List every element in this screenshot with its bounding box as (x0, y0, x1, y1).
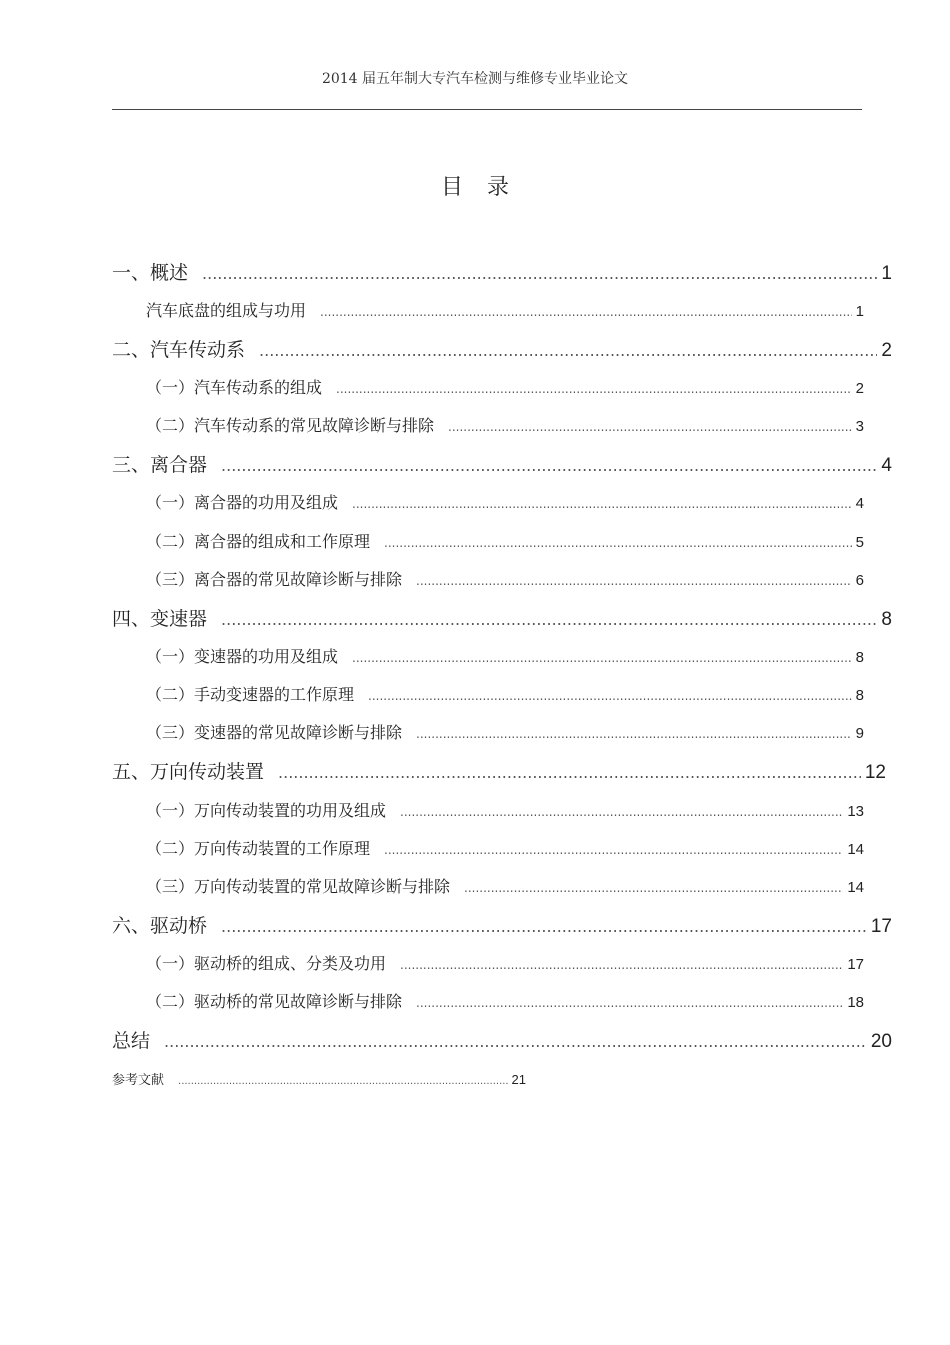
toc-entry-page: 4 (855, 495, 864, 512)
toc-entry-page: 8 (855, 687, 864, 704)
toc-entry-page: 14 (847, 841, 864, 858)
toc-entry-label: 三、离合器 (112, 454, 208, 476)
toc-leader-dots (400, 958, 843, 972)
toc-leader-dots (352, 651, 852, 665)
toc-leader-dots (336, 382, 852, 396)
running-header: 2014 届五年制大专汽车检测与维修专业毕业论文 (321, 71, 629, 87)
toc-leader-dots (416, 996, 843, 1010)
toc-entry-label: （二）汽车传动系的常见故障诊断与排除 (146, 416, 435, 435)
toc-entry-page: 1 (881, 263, 892, 284)
toc-leader-dots (352, 497, 852, 511)
toc-entry-section[interactable] (146, 567, 864, 589)
toc-entry-page: 14 (847, 879, 864, 896)
toc-leader-dots (259, 341, 877, 360)
toc-entry-page: 3 (855, 418, 864, 435)
toc-entry-section[interactable] (146, 375, 864, 397)
toc-entry-chapter-6[interactable] (112, 911, 892, 937)
toc-entry-section[interactable] (146, 836, 864, 858)
toc-entry-section[interactable] (146, 529, 864, 551)
toc-entry-label: （一）驱动桥的组成、分类及功用 (146, 954, 387, 973)
toc-entry-label: （一）离合器的功用及组成 (146, 493, 339, 512)
toc-entry-page: 13 (847, 803, 864, 820)
toc-entry-label: （一）汽车传动系的组成 (146, 378, 323, 397)
toc-entry-chapter-2[interactable] (112, 335, 892, 361)
toc-entry-chapter-5[interactable] (112, 757, 886, 783)
toc-leader-dots (448, 420, 852, 434)
toc-entry-label: 参考文献 (112, 1073, 165, 1088)
toc-leader-dots (384, 843, 843, 857)
toc-entry-page: 1 (855, 303, 864, 320)
toc-entry-label: 五、万向传动装置 (112, 761, 265, 783)
toc-entry-page: 8 (881, 609, 892, 630)
toc-entry-label: （一）万向传动装置的功用及组成 (146, 801, 387, 820)
toc-entry-label: 四、变速器 (112, 608, 208, 630)
toc-entry-section[interactable] (146, 644, 864, 666)
toc-entry-page: 20 (870, 1031, 892, 1052)
toc-entry-page: 6 (855, 572, 864, 589)
toc-entry-references[interactable] (112, 1069, 526, 1087)
toc-leader-dots (416, 574, 852, 588)
toc-leader-dots (400, 805, 843, 819)
toc-entry-chapter-4[interactable] (112, 604, 892, 630)
toc-entry-label: （三）变速器的常见故障诊断与排除 (146, 723, 403, 742)
toc-entry-label: 汽车底盘的组成与功用 (146, 301, 307, 320)
toc-leader-dots (416, 727, 852, 741)
toc-entry-page: 9 (855, 725, 864, 742)
toc-leader-dots (221, 456, 877, 475)
toc-entry-chapter-3[interactable] (112, 450, 892, 476)
toc-entry-label: （二）离合器的组成和工作原理 (146, 532, 371, 551)
toc-entry-section[interactable] (146, 490, 864, 512)
toc-entry-label: 总结 (112, 1030, 151, 1052)
toc-entry-section[interactable] (146, 720, 864, 742)
toc-entry-page: 2 (881, 340, 892, 361)
toc-entry-label: 一、概述 (112, 262, 189, 284)
toc-entry-label: 二、汽车传动系 (112, 339, 246, 361)
toc-entry-page: 8 (855, 649, 864, 666)
toc-entry-label: （二）万向传动装置的工作原理 (146, 839, 371, 858)
toc-entry-section[interactable] (146, 298, 864, 320)
toc-entry-section[interactable] (146, 874, 864, 896)
toc-entry-section[interactable] (146, 989, 864, 1011)
toc-entry-page: 2 (855, 380, 864, 397)
toc-entry-page: 4 (881, 455, 892, 476)
toc-leader-dots (464, 881, 843, 895)
toc-entry-page: 18 (847, 994, 864, 1011)
toc-entry-label: （二）驱动桥的常见故障诊断与排除 (146, 992, 403, 1011)
toc-leader-dots (202, 264, 877, 283)
toc-entry-page: 17 (847, 956, 864, 973)
toc-entry-label: （三）万向传动装置的常见故障诊断与排除 (146, 877, 451, 896)
toc-leader-dots (178, 1076, 508, 1087)
toc-entry-label: （三）离合器的常见故障诊断与排除 (146, 570, 403, 589)
toc-entry-section[interactable] (146, 413, 864, 435)
toc-leader-dots (384, 536, 852, 550)
toc-leader-dots (368, 689, 852, 703)
header-divider (112, 109, 862, 110)
toc-entry-summary[interactable] (112, 1026, 892, 1052)
toc-entry-label: （一）变速器的功用及组成 (146, 647, 339, 666)
toc-leader-dots (221, 917, 867, 936)
toc-entry-chapter-1[interactable] (112, 258, 892, 284)
toc-entry-page: 12 (864, 762, 886, 783)
toc-leader-dots (278, 763, 861, 782)
toc-entry-section[interactable] (146, 798, 864, 820)
toc-entry-page: 21 (511, 1072, 526, 1087)
toc-entry-section[interactable] (146, 951, 864, 973)
toc-entry-label: 六、驱动桥 (112, 915, 208, 937)
toc-leader-dots (164, 1032, 867, 1051)
toc-entry-page: 5 (855, 534, 864, 551)
toc-leader-dots (221, 610, 877, 629)
toc-entry-label: （二）手动变速器的工作原理 (146, 685, 355, 704)
toc-entry-section[interactable] (146, 682, 864, 704)
toc-title: 目录 (440, 175, 533, 200)
toc-entry-page: 17 (870, 916, 892, 937)
toc-leader-dots (320, 305, 852, 319)
